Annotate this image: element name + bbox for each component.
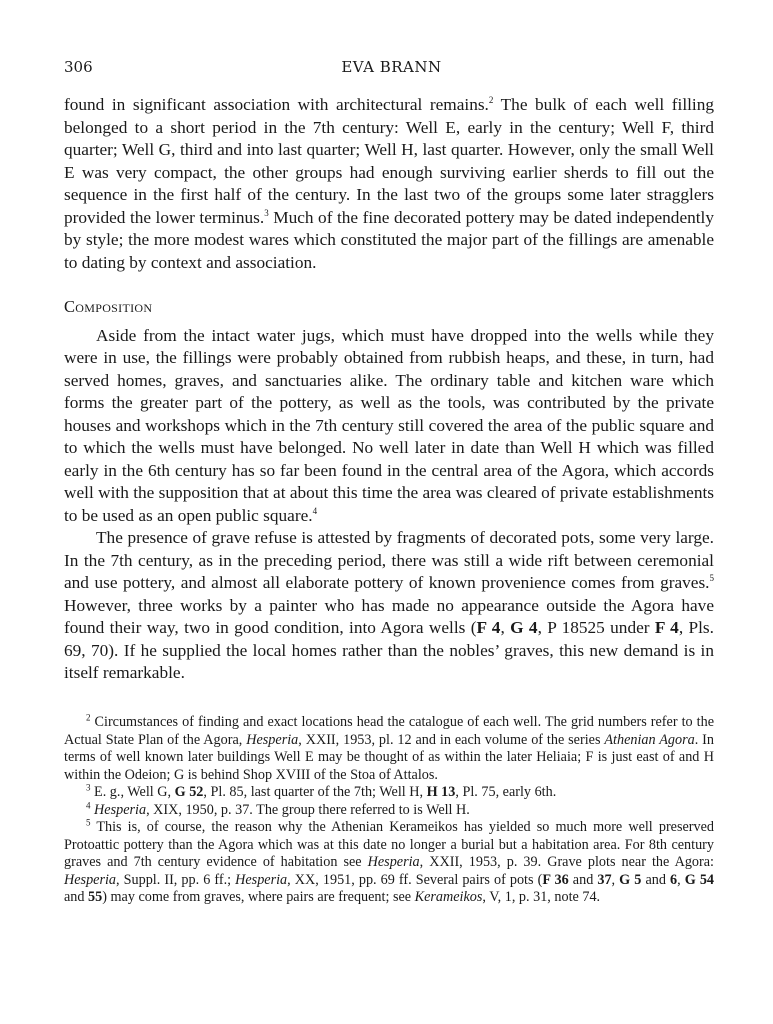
- section-heading: Composition: [64, 297, 153, 316]
- footnote-ref-4[interactable]: 4: [312, 505, 318, 516]
- footnote-number: 4: [86, 799, 91, 810]
- footnote-number: 2: [86, 712, 91, 723]
- paragraph-1: found in significant association with architectural remains.$^2$ The bulk of each well filling belonged to a short period in the 7th century: Well E, early in the century; Well F, third quarter; Well G, third and into last quarter; Well H, last quarter. However, only the small Well E was very compact, the other groups had enough surviving earlier sherds to fill out the sequence in the first half of the century. In the last two of the groups some later stragglers provided the lower terminus.$^3$ Much of the fine decorated pottery may be dated independently by style; the more modest wares which constituted the major part of the fillings are amenable to dating by context and association.: [64, 95, 714, 272]
- footnote-ref-5[interactable]: 5: [709, 573, 714, 584]
- paragraph-2: Aside from the intact water jugs, which must have dropped into the wells while they were in use, the fillings were probably obtained from rubbish heaps, and these, in turn, had served homes, graves, and sanctuaries alike. The ordinary table and kitchen ware which forms the greater part of the pottery, as well as the tools, was contributed by the private houses and workshops which in the 7th century still covered the area of the public square and to which the wells must have belonged. No well later in date than Well H which was filled early in the 6th century has so far been found in the central area of the Agora, which accords well with the supposition that at about this time the area was cleared of private establishments to be used as an open public square.$^4$: [64, 325, 714, 525]
- footnotes: [64, 714, 714, 907]
- body-text: [64, 94, 714, 685]
- catalog-ref: G 4: [510, 618, 538, 637]
- footnote-4: $^4$ Hesperia, XIX, 1950, p. 37. The group there referred to is Well H.: [86, 799, 470, 818]
- running-head: EVA BRANN: [341, 58, 442, 76]
- page-header: [64, 58, 719, 80]
- footnote-ref-3[interactable]: 3: [264, 207, 269, 218]
- footnote-number: 3: [86, 782, 91, 793]
- catalog-ref: F 4: [476, 618, 501, 637]
- footnote-number: 5: [86, 817, 91, 828]
- catalog-ref: F 4: [654, 618, 679, 637]
- footnote-5: $^5$ This is, of course, the reason why the Athenian Kerameikos has yielded so much more well preserved Protoattic pottery than the Agora which was at this date no longer a burial but a habitation area. For 8th century graves and 7th century evidence of habitation see Hesperia, XXII, 1953, p. 39. Grave plots near the Agora: Hesperia, Suppl. II, pp. 6 ff.; Hesperia, XX, 1951, pp. 69 ff. Several pairs of pots (F 36 and 37, G 5 and 6, G 54 and 55) may come from graves, where pairs are frequent; see Kerameikos, V, 1, p. 31, note 74.: [64, 817, 715, 905]
- page-number: 306: [64, 58, 93, 76]
- footnote-ref-2[interactable]: 2: [488, 95, 494, 106]
- footnote-3: $^3$ E. g., Well G, G 52, Pl. 85, last quarter of the 7th; Well H, H 13, Pl. 75, early 6th.: [86, 782, 557, 800]
- footnote-2: $^2$ Circumstances of finding and exact locations head the catalogue of each well. The grid numbers refer to the Actual State Plan of the Agora, Hesperia, XXII, 1953, pl. 12 and in each volume of the series Athenian Agora. In terms of well known later buildings Well E may be thought of as within the later Heliaia; F is just east of and H within the Odeion; G is behind Shop XVIII of the Stoa of Attalos.: [64, 712, 714, 783]
- paragraph-3: The presence of grave refuse is attested by fragments of decorated pots, some very large. In the 7th century, as in the preceding period, there was still a wide rift between ceremonial and use pottery, and almost all elaborate pottery of known provenience comes from graves.$^5$ However, three works by a painter who has made no appearance outside the Agora have found their way, two in good condition, into Agora wells (F 4, G 4, P 18525 under F 4, Pls. 69, 70). If he supplied the local homes rather than the nobles’ graves, this new demand is in itself remarkable.: [64, 528, 714, 682]
